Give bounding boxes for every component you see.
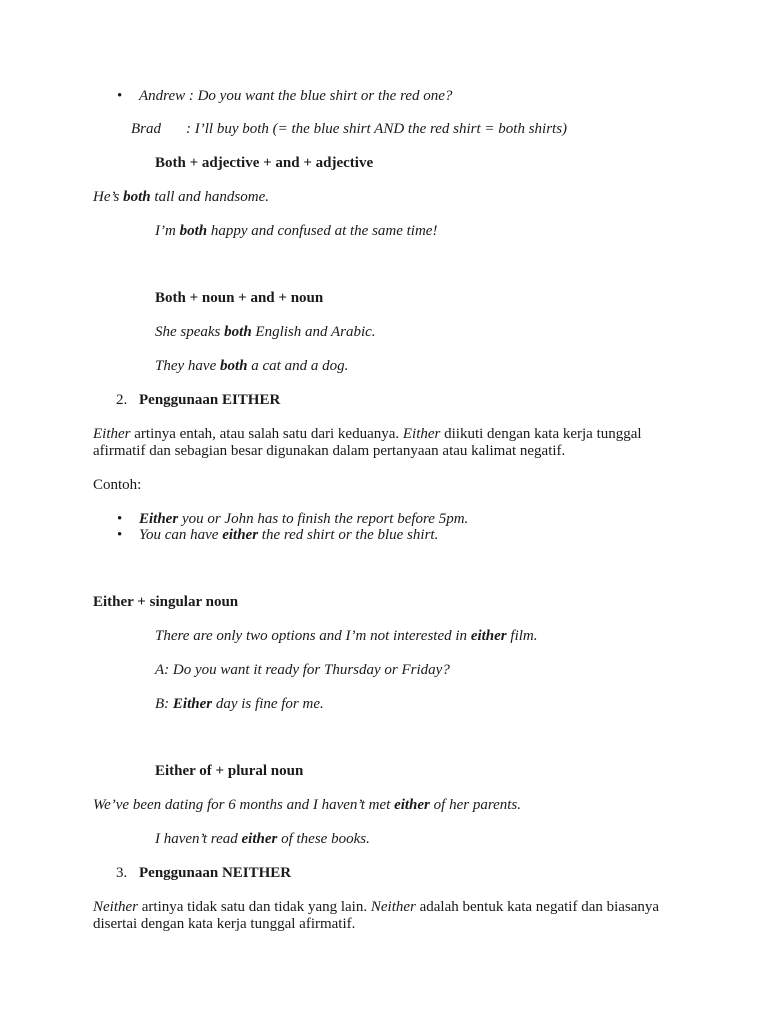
example-text: day is fine for me.	[212, 696, 324, 712]
bullet-either-2	[139, 527, 438, 544]
example-keyword: both	[224, 324, 252, 340]
dialog-line-andrew	[139, 88, 452, 105]
paragraph-text: diikuti dengan kata kerja tunggal afirmatif dan sebagian besar digunakan dalam pertanyaan atau kalimat negatif.	[93, 426, 642, 459]
section-title-either	[139, 392, 280, 409]
heading-both-noun	[155, 290, 323, 307]
dialog-line-brad-text	[186, 121, 567, 138]
heading-text: Both + noun + and + noun	[155, 290, 324, 306]
section-title-neither	[139, 865, 291, 882]
example-text: a cat and a dog.	[247, 358, 349, 374]
section-number-2	[116, 392, 127, 409]
example-keyword: either	[470, 628, 507, 644]
example-text: the red shirt or the blue shirt.	[258, 527, 439, 543]
example-text: A: Do you want it ready for Thursday or Friday?	[155, 662, 450, 678]
example-text: They have	[155, 358, 220, 374]
section-number-3	[116, 865, 127, 882]
example-either-4	[93, 797, 521, 814]
term: Neither	[93, 899, 138, 915]
example-text: of these books.	[277, 831, 370, 847]
label-contoh	[93, 477, 141, 494]
term: Either	[402, 426, 441, 442]
example-either-5	[155, 831, 370, 848]
example-either-1	[155, 628, 538, 645]
example-keyword: Either	[172, 696, 213, 712]
example-text: B:	[155, 696, 173, 712]
example-text: happy and confused at the same time!	[207, 223, 438, 239]
example-text: film.	[506, 628, 538, 644]
paragraph-either-definition	[93, 426, 673, 460]
term: Either	[93, 426, 131, 442]
heading-text: Either + singular noun	[93, 594, 239, 610]
example-keyword: either	[241, 831, 278, 847]
example-text: English and Arabic.	[251, 324, 376, 340]
heading-both-adjective	[155, 155, 373, 172]
heading-either-singular	[93, 594, 238, 611]
example-text: You can have	[139, 527, 223, 543]
example-both-4	[155, 358, 348, 375]
example-text: We’ve been dating for 6 months and I haven’t met	[93, 797, 395, 813]
example-text: tall and handsome.	[150, 189, 269, 205]
paragraph-text: artinya entah, atau salah satu dari keduanya.	[130, 426, 403, 442]
bullet-either-1	[139, 511, 468, 528]
example-text: She speaks	[155, 324, 225, 340]
section-title: Penggunaan EITHER	[139, 392, 281, 408]
section-number: 3.	[116, 865, 128, 881]
example-either-2	[155, 662, 450, 679]
example-both-1	[93, 189, 269, 206]
example-either-3	[155, 696, 324, 713]
example-text: I’m	[155, 223, 180, 239]
paragraph-text: artinya tidak satu dan tidak yang lain.	[138, 899, 371, 915]
example-text: I haven’t read	[155, 831, 242, 847]
term: Neither	[370, 899, 416, 915]
example-text: of her parents.	[429, 797, 522, 813]
example-keyword: both	[179, 223, 208, 239]
example-keyword: either	[394, 797, 430, 813]
example-keyword: both	[219, 358, 248, 374]
heading-text: Either of + plural noun	[155, 763, 304, 779]
dialog-text: Andrew : Do you want the blue shirt or the red one?	[139, 88, 453, 104]
section-number: 2.	[116, 392, 128, 408]
heading-text: Both + adjective + and + adjective	[155, 155, 374, 171]
paragraph-neither-definition	[93, 899, 673, 933]
paragraph-text: adalah bentuk kata negatif dan biasanya disertai dengan kata kerja tunggal afirmatif.	[93, 899, 660, 932]
label-text: Contoh:	[93, 477, 142, 493]
example-both-2	[155, 223, 437, 240]
section-title: Penggunaan NEITHER	[139, 865, 292, 881]
example-text: He’s	[93, 189, 124, 205]
example-keyword: Either	[139, 511, 179, 527]
example-text: you or John has to finish the report before 5pm.	[178, 511, 469, 527]
example-both-3	[155, 324, 376, 341]
speaker-name: Brad	[131, 121, 161, 137]
example-keyword: both	[123, 189, 151, 205]
example-text: There are only two options and I’m not interested in	[155, 628, 471, 644]
example-keyword: either	[222, 527, 259, 543]
dialog-text: : I’ll buy both (= the blue shirt AND the red shirt = both shirts)	[186, 121, 568, 137]
dialog-line-brad	[131, 121, 161, 138]
heading-either-plural	[155, 763, 303, 780]
